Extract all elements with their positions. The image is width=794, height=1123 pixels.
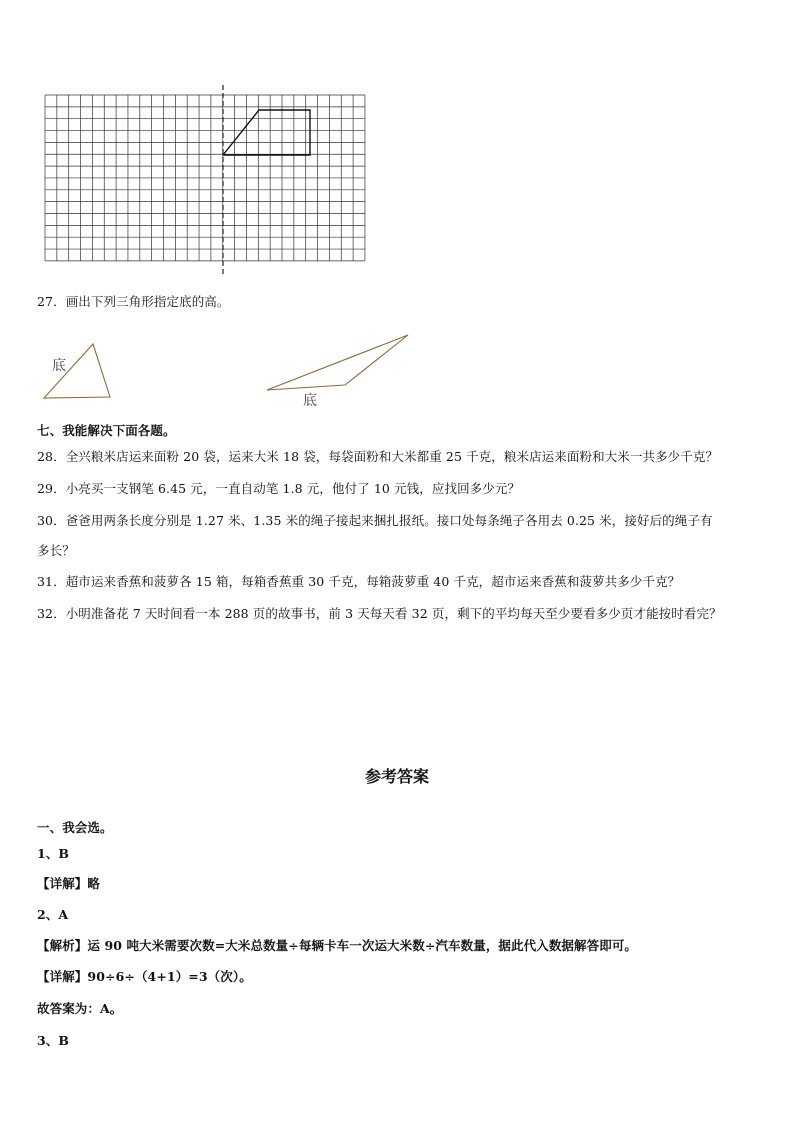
triangle-2-base-label: 底 (303, 393, 317, 409)
question-29: 29．小亮买一支钢笔 6.45 元，一直自动笔 1.8 元，他付了 10 元钱，应找回多少元？ (37, 481, 521, 496)
triangles-figure (0, 325, 794, 415)
answer-2: 2、A (37, 907, 69, 922)
question-30-line-1: 30．爸爸用两条长度分别是 1.27 米、1.35 米的绳子接起来捆扎报纸。接口处每条绳子各用去 0.25 米，接好后的绳子有 (37, 513, 713, 528)
question-28: 28．全兴粮米店运来面粉 20 袋，运来大米 18 袋，每袋面粉和大米都重 25 千克，粮米店运来面粉和大米一共多少千克？ (37, 449, 719, 464)
answer-2-detail: 【详解】90÷6÷（4+1）=3（次）。 (37, 969, 252, 984)
question-27: 27．画出下列三角形指定底的高。 (37, 294, 230, 309)
answer-1-detail: 【详解】略 (37, 876, 101, 891)
answer-section-1: 一、我会选。 (37, 820, 113, 835)
section-7-heading: 七、我能解决下面各题。 (37, 423, 176, 438)
answer-1: 1、B (37, 846, 70, 861)
answer-key-title: 参考答案 (364, 767, 429, 786)
answer-2-analysis: 【解析】运 90 吨大米需要次数=大米总数量÷每辆卡车一次运大米数÷汽车数量，据此代入数据解答即可。 (37, 938, 638, 953)
half-shape (223, 110, 310, 155)
question-31: 31．超市运来香蕉和菠萝各 15 箱，每箱香蕉重 30 千克，每箱菠萝重 40 千克，超市运来香蕉和菠萝共多少千克？ (37, 574, 681, 589)
triangle-1-base-label: 底 (52, 358, 66, 374)
answer-2-conclusion: 故答案为：A。 (37, 1001, 123, 1016)
grid-lines (45, 95, 365, 261)
answer-3: 3、B (37, 1033, 70, 1048)
triangle-2 (267, 335, 408, 390)
grid-figure (0, 0, 794, 290)
question-30-line-2: 多长？ (37, 543, 75, 558)
question-32: 32．小明准备花 7 天时间看一本 288 页的故事书，前 3 天每天看 32 页，剩下的平均每天至少要看多少页才能按时看完？ (37, 606, 722, 621)
